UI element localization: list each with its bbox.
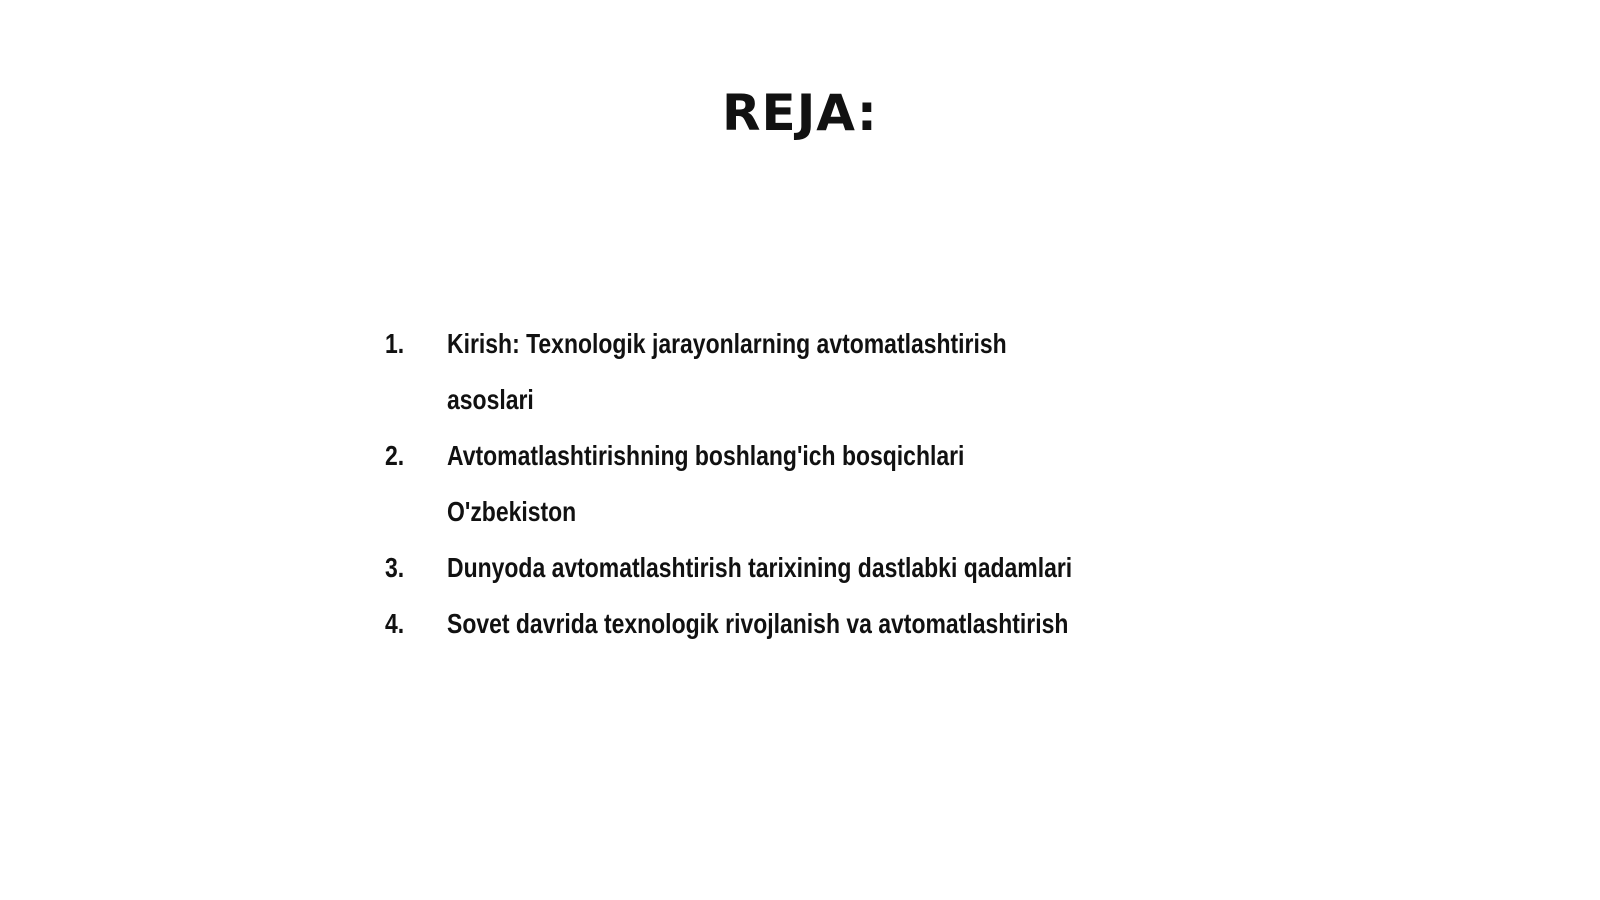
plan-item-text	[447, 428, 1052, 540]
plan-item-line: Sovet davrida texnologik rivojlanish va avtomatlashtirish	[447, 608, 1069, 639]
plan-item-number: 4.	[385, 608, 405, 639]
plan-item-text	[447, 316, 1052, 428]
plan-item-line: Avtomatlashtirishning boshlang'ich bosqichlari	[447, 440, 965, 471]
plan-item-line: Kirish: Texnologik jarayonlarning avtomatlashtirish	[447, 328, 1007, 359]
plan-item-line: Dunyoda avtomatlashtirish tarixining dastlabki qadamlari	[447, 552, 1073, 583]
plan-item-1	[385, 316, 1185, 428]
plan-item-text	[447, 596, 1068, 652]
plan-item-3	[385, 540, 1185, 596]
plan-item-4	[385, 596, 1185, 652]
plan-list	[385, 316, 1185, 652]
plan-item-number: 1.	[385, 328, 405, 359]
plan-item-line: O'zbekiston	[447, 496, 577, 527]
plan-item-number: 3.	[385, 552, 405, 583]
plan-item-2	[385, 428, 1185, 540]
plan-item-text	[447, 540, 1072, 596]
plan-item-line: asoslari	[447, 384, 534, 415]
plan-item-number: 2.	[385, 440, 405, 471]
slide-title: REJA:	[722, 84, 878, 142]
